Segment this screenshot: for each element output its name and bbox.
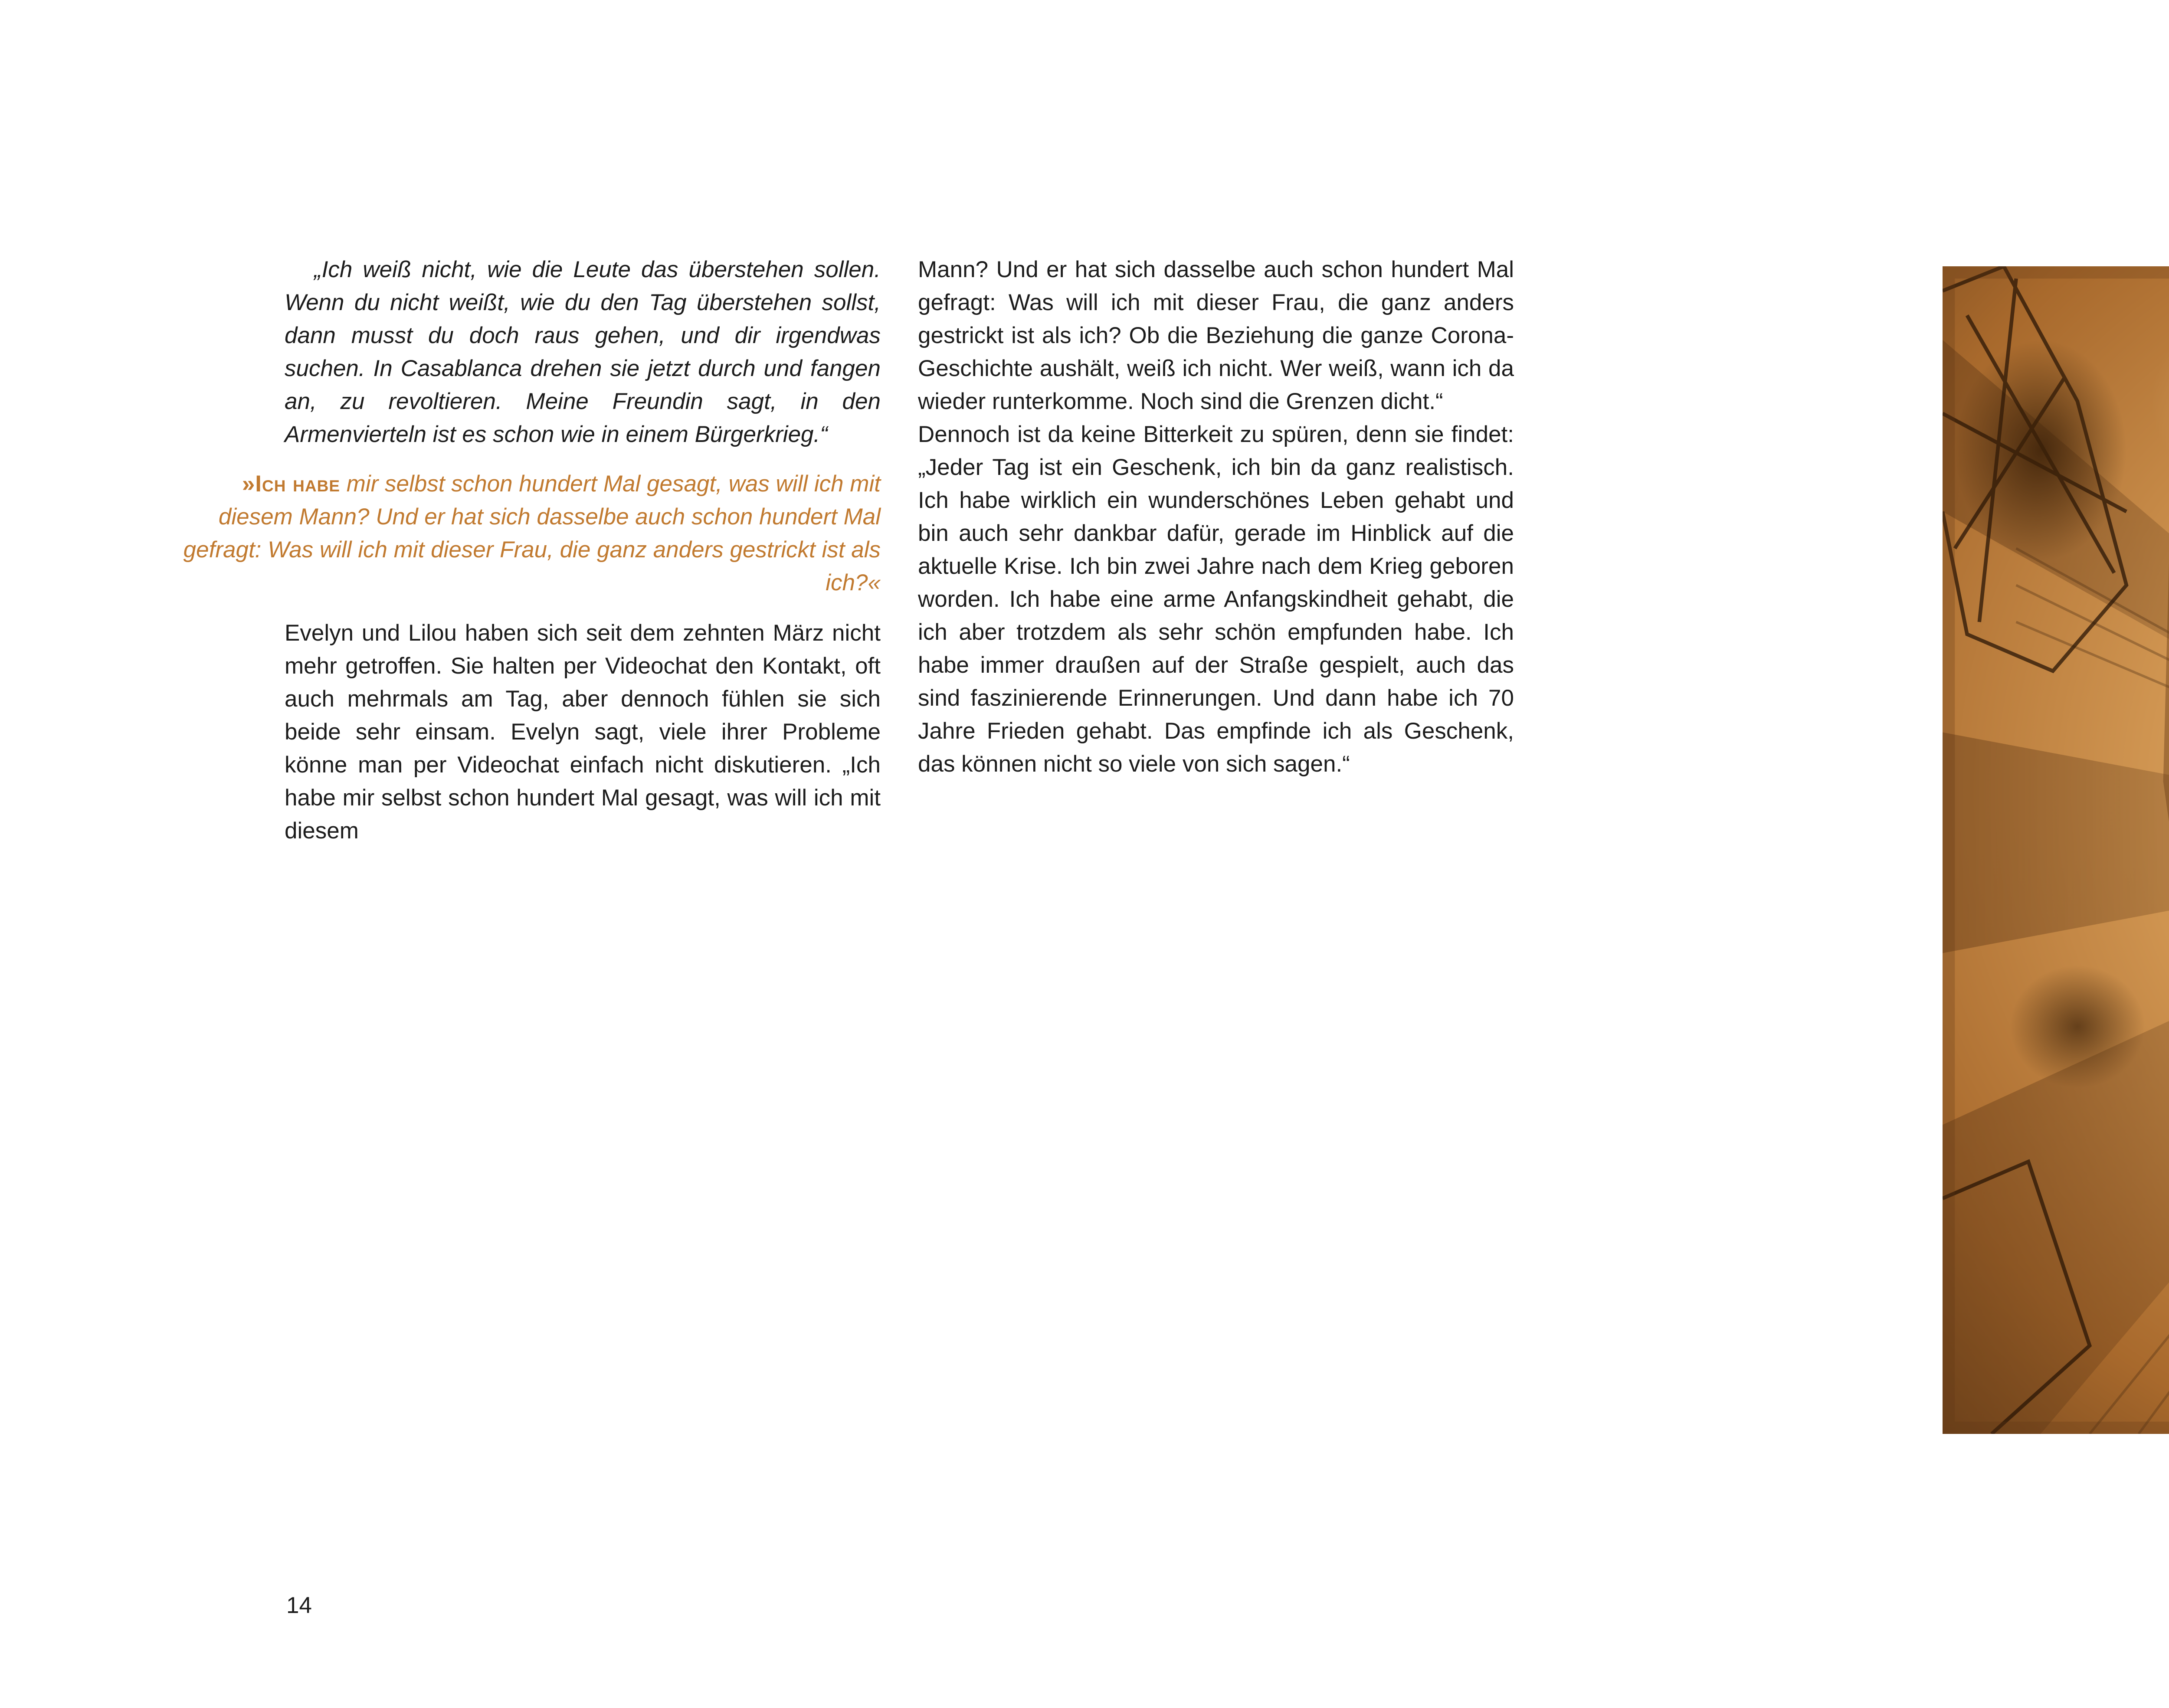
- pull-quote-text: mir selbst schon hundert Mal gesagt, was will ich mit diesem Mann? Und er hat sich dasselbe auch schon hundert Mal gefragt: Was will ich mit dieser Frau, die ganz anders gestrickt ist als ich?«: [183, 471, 881, 596]
- sepia-artwork-image: [1943, 266, 2169, 1434]
- text-column-1: [183, 253, 881, 847]
- body-paragraph: Evelyn und Lilou haben sich seit dem zehnten März nicht mehr getroffen. Sie halten per Videochat den Kontakt, oft auch mehrmals am Tag, aber dennoch fühlen sie sich beide sehr einsam. Evelyn sagt, viele ihrer Probleme könne man per Videochat einfach nicht diskutieren. „Ich habe mir selbst schon hundert Mal gesagt, was will ich mit diesem: [285, 620, 881, 844]
- pull-quote-open: »Ich habe: [242, 471, 341, 497]
- text-column-2: [918, 253, 1514, 781]
- page-number-left: 14: [286, 1593, 312, 1618]
- column-2-paragraph-2: Dennoch ist da keine Bitterkeit zu spüren, denn sie findet: „Jeder Tag ist ein Geschenk, ich bin da ganz realistisch. Ich habe wirklich ein wunderschönes Leben gehabt und bin auch sehr dankbar dafür, gerade im Hinblick auf die aktuelle Krise. Ich bin zwei Jahre nach dem Krieg geboren worden. Ich habe eine arme Anfangskindheit gehabt, die ich aber trotzdem als sehr schön empfunden habe. Ich habe immer draußen auf der Straße gespielt, auch das sind faszinierende Erinnerungen. Und dann habe ich 70 Jahre Frieden gehabt. Das empfinde ich als Geschenk, das können nicht so viele von sich sagen.“: [918, 422, 1514, 777]
- column-2-paragraph-1: Mann? Und er hat sich dasselbe auch schon hundert Mal gefragt: Was will ich mit dieser Frau, die ganz anders gestrickt ist als ich? Ob die Beziehung die ganze Corona-Geschichte aushält, weiß ich nicht. Wer weiß, wann ich da wieder runterkomme. Noch sind die Grenzen dicht.“: [918, 257, 1514, 414]
- abstract-architecture-artwork: [1943, 266, 2169, 1434]
- italic-quote: „Ich weiß nicht, wie die Leute das überstehen sollen. Wenn du nicht weißt, wie du den Tag überstehen sollst, dann musst du doch raus gehen, und dir irgendwas suchen. In Casablanca drehen sie jetzt durch und fangen an, zu revoltieren. Meine Freundin sagt, in den Armenvierteln ist es schon wie in einem Bürgerkrieg.“: [285, 257, 881, 447]
- pull-quote: [183, 468, 881, 599]
